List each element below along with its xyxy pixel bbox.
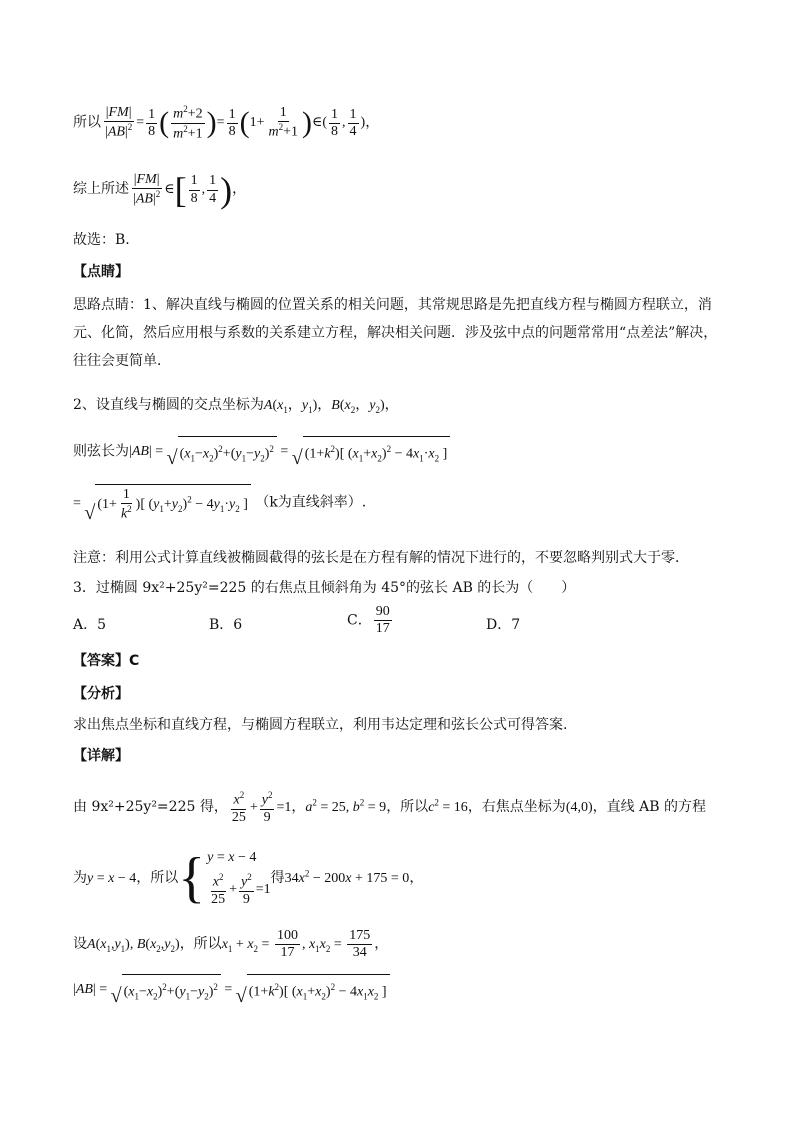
equation-system: { y = x − 4 $\frac{x^2}{25}$ + $\frac{y^2}{9}$ =1 (178, 846, 271, 909)
intersection-line: 2、设直线与椭圆的交点坐标为$A(x_1$，$y_1$)，$B(x_2$，$y_2$)， (73, 397, 399, 415)
so-label: 所以 (73, 114, 101, 131)
slope-note: （k为直线斜率）. (255, 494, 367, 511)
chord-length-formula-y: = √ (1+ $\frac{1}{k^2}$ )[ $(y_1+y_2)^2 - 4y_1\cdot y_2$ ] （k为直线斜率）. (73, 484, 366, 523)
detail-line-4: |AB| = √ $(x_1-x_2)^2+(y_1-y_2)^2$ = √ $(1+k^2)$[ $(x_1+x_2)^2 - 4x_1x_2$ ] (73, 974, 390, 1006)
summary-line: 综上所述 $\frac{|FM|}{|AB|^2}$ ∈[ $\frac{1}{8}$ , $\frac{1}{4}$ )， (73, 170, 247, 210)
option-d: D．7 (486, 617, 521, 633)
fenxi-text: 求出焦点坐标和直线方程，与椭圆方程联立，利用韦达定理和弦长公式可得答案. (73, 717, 568, 733)
xiangjie-heading: 【详解】 (73, 748, 129, 764)
fenxi-heading: 【分析】 (73, 686, 129, 702)
option-b: B．6 (209, 617, 243, 633)
note-line: 注意：利用公式计算直线被椭圆截得的弦长是在方程有解的情况下进行的，不要忽略判别式大于零． (73, 550, 689, 566)
chord-label: 则弦长为 (73, 443, 129, 460)
dianjing-paragraph-1: 思路点睛：1、解决直线与椭圆的位置关系的相关问题，其常规思路是先把直线方程与椭圆方程联立，消元、化简，然后应用根与系数的关系建立方程，解决相关问题．涉及弦中点的问题常常用“点差法”解决，往往会更简单． (73, 297, 718, 369)
dianjing-heading: 【点睛】 (73, 264, 129, 280)
answer-line: 【答案】C (73, 653, 140, 669)
ratio-conclusion-line: 所以 $\frac{|FM|}{|AB|^2}$ = $\frac{1}{8}$ ( $\frac{m^2+2}{m^2+1}$ )= $\frac{1}{8}$ (1+ $\frac{1}{m^2+1}$ )∈( $\frac{1}{8}$ , $\frac{1}{4}$ )， (73, 104, 380, 142)
detail-line-3: 设$A(x_1,y_1)$, $B(x_2,y_2)$，所以$x_1 + x_2$ = $\frac{100}{17}$ , $x_1x_2$ = $\frac{175}{34}$ ， (73, 928, 389, 961)
fm-ab-fraction: $\frac{|FM|}{|AB|^2}$ (105, 105, 133, 141)
chord-length-formula: 则弦长为|AB| = √ $(x_1-x_2)^2+(y_1-y_2)^2$ = √ $(1+k^2)$[ $(x_1+x_2)^2 - 4x_1\cdot x_2$ ] (73, 436, 450, 468)
detail-line-2: 为y = x − 4，所以 { y = x − 4 $\frac{x^2}{25}$ + $\frac{y^2}{9}$ =1 得$34x^2 - 200x + 175 = 0$， (73, 846, 424, 909)
question-3: 3．过椭圆 9x²+25y²=225 的右焦点且倾斜角为 45°的弦长 AB 的长为（ ） (73, 580, 576, 596)
summary-label: 综上所述 (73, 181, 129, 198)
choose-line: 故选：B. (73, 232, 130, 248)
option-c: C． $\frac{90}{17}$ (347, 604, 390, 637)
option-a: A．5 (73, 617, 107, 633)
detail-line-1: 由 9x²+25y²=225 得， $\frac{x^2}{25}$ + $\frac{y^2}{9}$ =1，$a^2 = 25$, $b^2 = 9$，所以$c^2 = 16$，右焦点坐标为(4,0)，直线 AB 的方程 (73, 790, 706, 825)
